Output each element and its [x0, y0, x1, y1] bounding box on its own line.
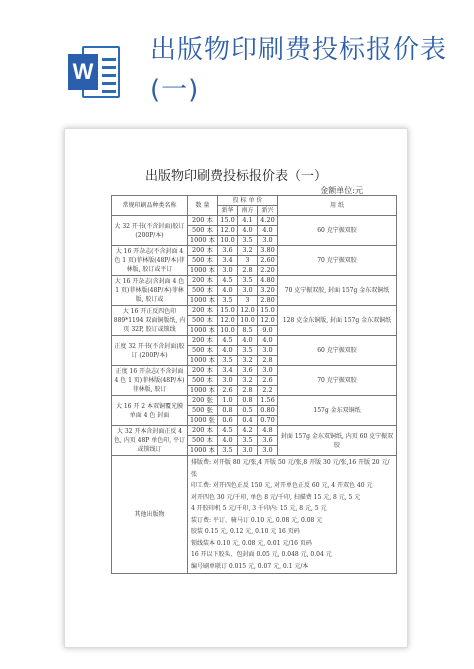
pricing-note-line: 排版费: 对开版 80 元/张,4 开版 50 元/张,8 开版 30 元/张,16 开版 20 元/张 — [191, 459, 390, 478]
quantity-cell: 200 本 — [188, 366, 218, 376]
quantity-cell: 1000 本 — [188, 266, 218, 276]
item-name: 大 16 开杂志(不含封面 4 色 1 页)菲林版(48P/本)菲林版, 胶订或平订 — [112, 246, 188, 276]
table-row — [112, 426, 397, 436]
other-pricing-notes — [188, 456, 397, 574]
quantity-cell: 500 本 — [188, 256, 218, 266]
price-cell: 3.5 — [238, 276, 258, 286]
price-cell: 12.0 — [238, 306, 258, 316]
price-cell: 12.0 — [218, 316, 238, 326]
price-cell: 4.0 — [218, 286, 238, 296]
quantity-cell: 200 本 — [188, 306, 218, 316]
price-table — [111, 195, 397, 574]
price-cell: 4.0 — [238, 226, 258, 236]
price-cell: 3 — [238, 256, 258, 266]
price-cell: 15.0 — [218, 216, 238, 226]
price-cell: 3.4 — [218, 366, 238, 376]
price-cell: 3.5 — [218, 356, 238, 366]
quantity-cell: 500 本 — [188, 226, 218, 236]
quantity-cell: 1000 张 — [188, 416, 218, 426]
price-cell: 4.0 — [218, 346, 238, 356]
table-row — [112, 306, 397, 316]
paper-spec: 60 克宁振双胶 — [278, 336, 397, 366]
price-cell: 3.0 — [258, 446, 278, 456]
price-cell: 3.5 — [238, 236, 258, 246]
item-name: 正度 16 开杂志(不含封面 4 色 1 页)菲林版(48P/本)菲林版, 胶订 — [112, 366, 188, 396]
price-cell: 12.0 — [218, 226, 238, 236]
price-cell: 2.80 — [258, 296, 278, 306]
price-cell: 3.6 — [258, 436, 278, 446]
price-cell: 2.6 — [218, 386, 238, 396]
item-name: 大 16 开正反四色印 889*1194 双面铜版纸, 内页 32P, 胶订或锁线 — [112, 306, 188, 336]
price-cell: 2.8 — [238, 266, 258, 276]
price-cell: 2.8 — [258, 356, 278, 366]
price-cell: 3.4 — [218, 256, 238, 266]
price-cell: 4.8 — [258, 426, 278, 436]
price-cell: 4.5 — [218, 426, 238, 436]
price-cell: 3.0 — [258, 346, 278, 356]
price-cell: 2.6 — [258, 376, 278, 386]
price-cell: 2.60 — [258, 256, 278, 266]
price-cell: 10.0 — [218, 236, 238, 246]
quantity-cell: 200 本 — [188, 216, 218, 226]
price-cell: 4.1 — [238, 216, 258, 226]
price-cell: 3.0 — [218, 376, 238, 386]
quantity-cell: 200 本 — [188, 276, 218, 286]
price-cell: 4.80 — [258, 276, 278, 286]
price-cell: 0.80 — [258, 406, 278, 416]
pricing-note-line: 锁线装本 0.10 元, 0.08 元, 0.01 元/16 页码 — [191, 539, 312, 547]
paper-spec: 128 克金东铜版, 封面 157g 金东双铜纸 — [278, 306, 397, 336]
quantity-cell: 1000 本 — [188, 356, 218, 366]
col-header-paper: 用 纸 — [278, 196, 397, 216]
quantity-cell: 500 本 — [188, 346, 218, 356]
page-title: 出版物印刷费投标报价表（一） — [144, 169, 327, 184]
table-row — [112, 396, 397, 406]
price-cell: 1.0 — [218, 396, 238, 406]
price-cell: 2.2 — [258, 386, 278, 396]
price-cell: 3.6 — [238, 366, 258, 376]
paper-spec: 70 克宁振双胶 — [278, 366, 397, 396]
price-cell: 3.2 — [238, 246, 258, 256]
price-cell: 3 — [238, 296, 258, 306]
item-name: 大 16 开杂志(含封面 4 色 1 页)菲林版(48P/本)菲林版, 胶订或 — [112, 276, 188, 306]
price-cell: 4.0 — [238, 336, 258, 346]
price-cell: 15.0 — [258, 306, 278, 316]
price-cell: 3.6 — [218, 246, 238, 256]
document-page-preview — [64, 128, 408, 648]
table-row — [112, 276, 397, 286]
quantity-cell: 200 本 — [188, 246, 218, 256]
price-cell: 3.2 — [238, 376, 258, 386]
item-name: 大 16 开 2 本双铜覆光膜单面 4 色 封面 — [112, 396, 188, 426]
pricing-note-line: 胶装 0.15 元, 0.12 元, 0.10 元 16 页码 — [191, 528, 300, 535]
price-cell: 3.20 — [258, 286, 278, 296]
price-cell: 3.0 — [238, 446, 258, 456]
price-cell: 0.70 — [258, 416, 278, 426]
col-header-qty: 数 量 — [188, 196, 218, 216]
pricing-note-line: 4 开胶印机 5 元/千印, 3 千印内: 15 元, 8 元, 5 元 — [191, 505, 327, 512]
quantity-cell: 500 本 — [188, 286, 218, 296]
paper-spec: 60 克宁振双胶 — [278, 216, 397, 246]
price-cell: 0.5 — [238, 406, 258, 416]
price-cell: 8.5 — [238, 326, 258, 336]
table-row — [112, 216, 397, 226]
price-cell: 10.0 — [218, 326, 238, 336]
col-header-bidder-1: 新华 — [218, 206, 238, 216]
quantity-cell: 500 本 — [188, 376, 218, 386]
pricing-note-line: 印工费: 对开四色正反 150 元, 对开单色正反 60 元, 4 开双色 40 元 — [191, 482, 373, 489]
price-cell: 0.6 — [218, 416, 238, 426]
price-cell: 0.8 — [218, 406, 238, 416]
price-cell: 4.0 — [258, 226, 278, 236]
col-header-bidder-2: 南方 — [238, 206, 258, 216]
price-cell: 12.0 — [258, 316, 278, 326]
col-header-name: 常规印刷品种类名称 — [112, 196, 188, 216]
paper-spec: 70 克宁振双胶 — [278, 246, 397, 276]
quantity-cell: 500 本 — [188, 436, 218, 446]
quantity-cell: 1000 本 — [188, 296, 218, 306]
price-cell: 0.8 — [238, 396, 258, 406]
table-row — [112, 456, 397, 574]
price-cell: 4.5 — [218, 276, 238, 286]
table-row — [112, 336, 397, 346]
quantity-cell: 500 张 — [188, 406, 218, 416]
price-cell: 4.2 — [238, 426, 258, 436]
quantity-cell: 1000 本 — [188, 386, 218, 396]
quantity-cell: 1000 本 — [188, 446, 218, 456]
price-cell: 2.20 — [258, 266, 278, 276]
price-cell: 4.20 — [258, 216, 278, 226]
document-title: 出版物印刷费投标报价表(一) — [150, 35, 448, 105]
pricing-note-line: 编号刷单联订 0.015 元, 0.07 元, 0.1 元/本 — [191, 562, 309, 570]
document-header — [0, 0, 474, 120]
price-cell: 3.0 — [218, 266, 238, 276]
currency-unit-note: 金额单位:元 — [320, 186, 363, 195]
price-cell: 3.5 — [218, 296, 238, 306]
price-cell: 9.0 — [258, 326, 278, 336]
item-name: 大 32 开本含封面正反 4 色, 内页 48P 单色印, 平订或锁线订 — [112, 426, 188, 456]
quantity-cell: 200 本 — [188, 336, 218, 346]
paper-spec: 70 克宁振双胶, 封面 157g 金东双铜纸 — [278, 276, 397, 306]
price-cell: 3.5 — [238, 436, 258, 446]
price-cell: 3.2 — [238, 356, 258, 366]
price-cell: 15.0 — [218, 306, 238, 316]
pricing-note-line: 装订费: 平订、骑马订 0.10 元, 0.08 元, 0.08 元 — [191, 516, 323, 524]
price-cell: 3.5 — [238, 346, 258, 356]
quantity-cell: 500 本 — [188, 316, 218, 326]
quantity-cell: 1000 本 — [188, 236, 218, 246]
price-cell: 10.0 — [238, 316, 258, 326]
price-cell: 4.5 — [218, 336, 238, 346]
quantity-cell: 200 张 — [188, 396, 218, 406]
table-row — [112, 366, 397, 376]
price-cell: 4.0 — [258, 336, 278, 346]
pricing-note-line: 对开四色 30 元/千印, 单色 8 元/千印, 扫描费 15 元, 8 元, 5 元 — [191, 493, 361, 501]
paper-spec: 封面 157g 金东双铜纸, 内页 60 克宁振双胶 — [278, 426, 397, 456]
price-cell: 3.0 — [258, 366, 278, 376]
pricing-note-line: 16 开以下胶头、包封面 0.05 元, 0.048 元, 0.04 元 — [191, 551, 332, 558]
table-row — [112, 246, 397, 256]
paper-spec: 157g 金东双铜纸 — [278, 396, 397, 426]
price-cell: 3.0 — [238, 286, 258, 296]
item-name: 其他出版物 — [112, 456, 188, 574]
price-cell: 3.0 — [258, 236, 278, 246]
item-name: 正度 32 开书(不含封面)胶订 (200P/本) — [112, 336, 188, 366]
price-cell: 3.5 — [218, 446, 238, 456]
col-header-price: 投 标 单 价 — [218, 196, 278, 206]
price-cell: 2.8 — [238, 386, 258, 396]
price-cell: 0.4 — [238, 416, 258, 426]
quantity-cell: 200 本 — [188, 426, 218, 436]
price-cell: 3.80 — [258, 246, 278, 256]
item-name: 大 32 开书(不含封面)胶订 (200P/本) — [112, 216, 188, 246]
quantity-cell: 1000 本 — [188, 326, 218, 336]
col-header-bidder-3: 新兴 — [258, 206, 278, 216]
word-document-icon: W — [68, 42, 120, 102]
price-cell: 1.56 — [258, 396, 278, 406]
price-cell: 4.0 — [218, 436, 238, 446]
